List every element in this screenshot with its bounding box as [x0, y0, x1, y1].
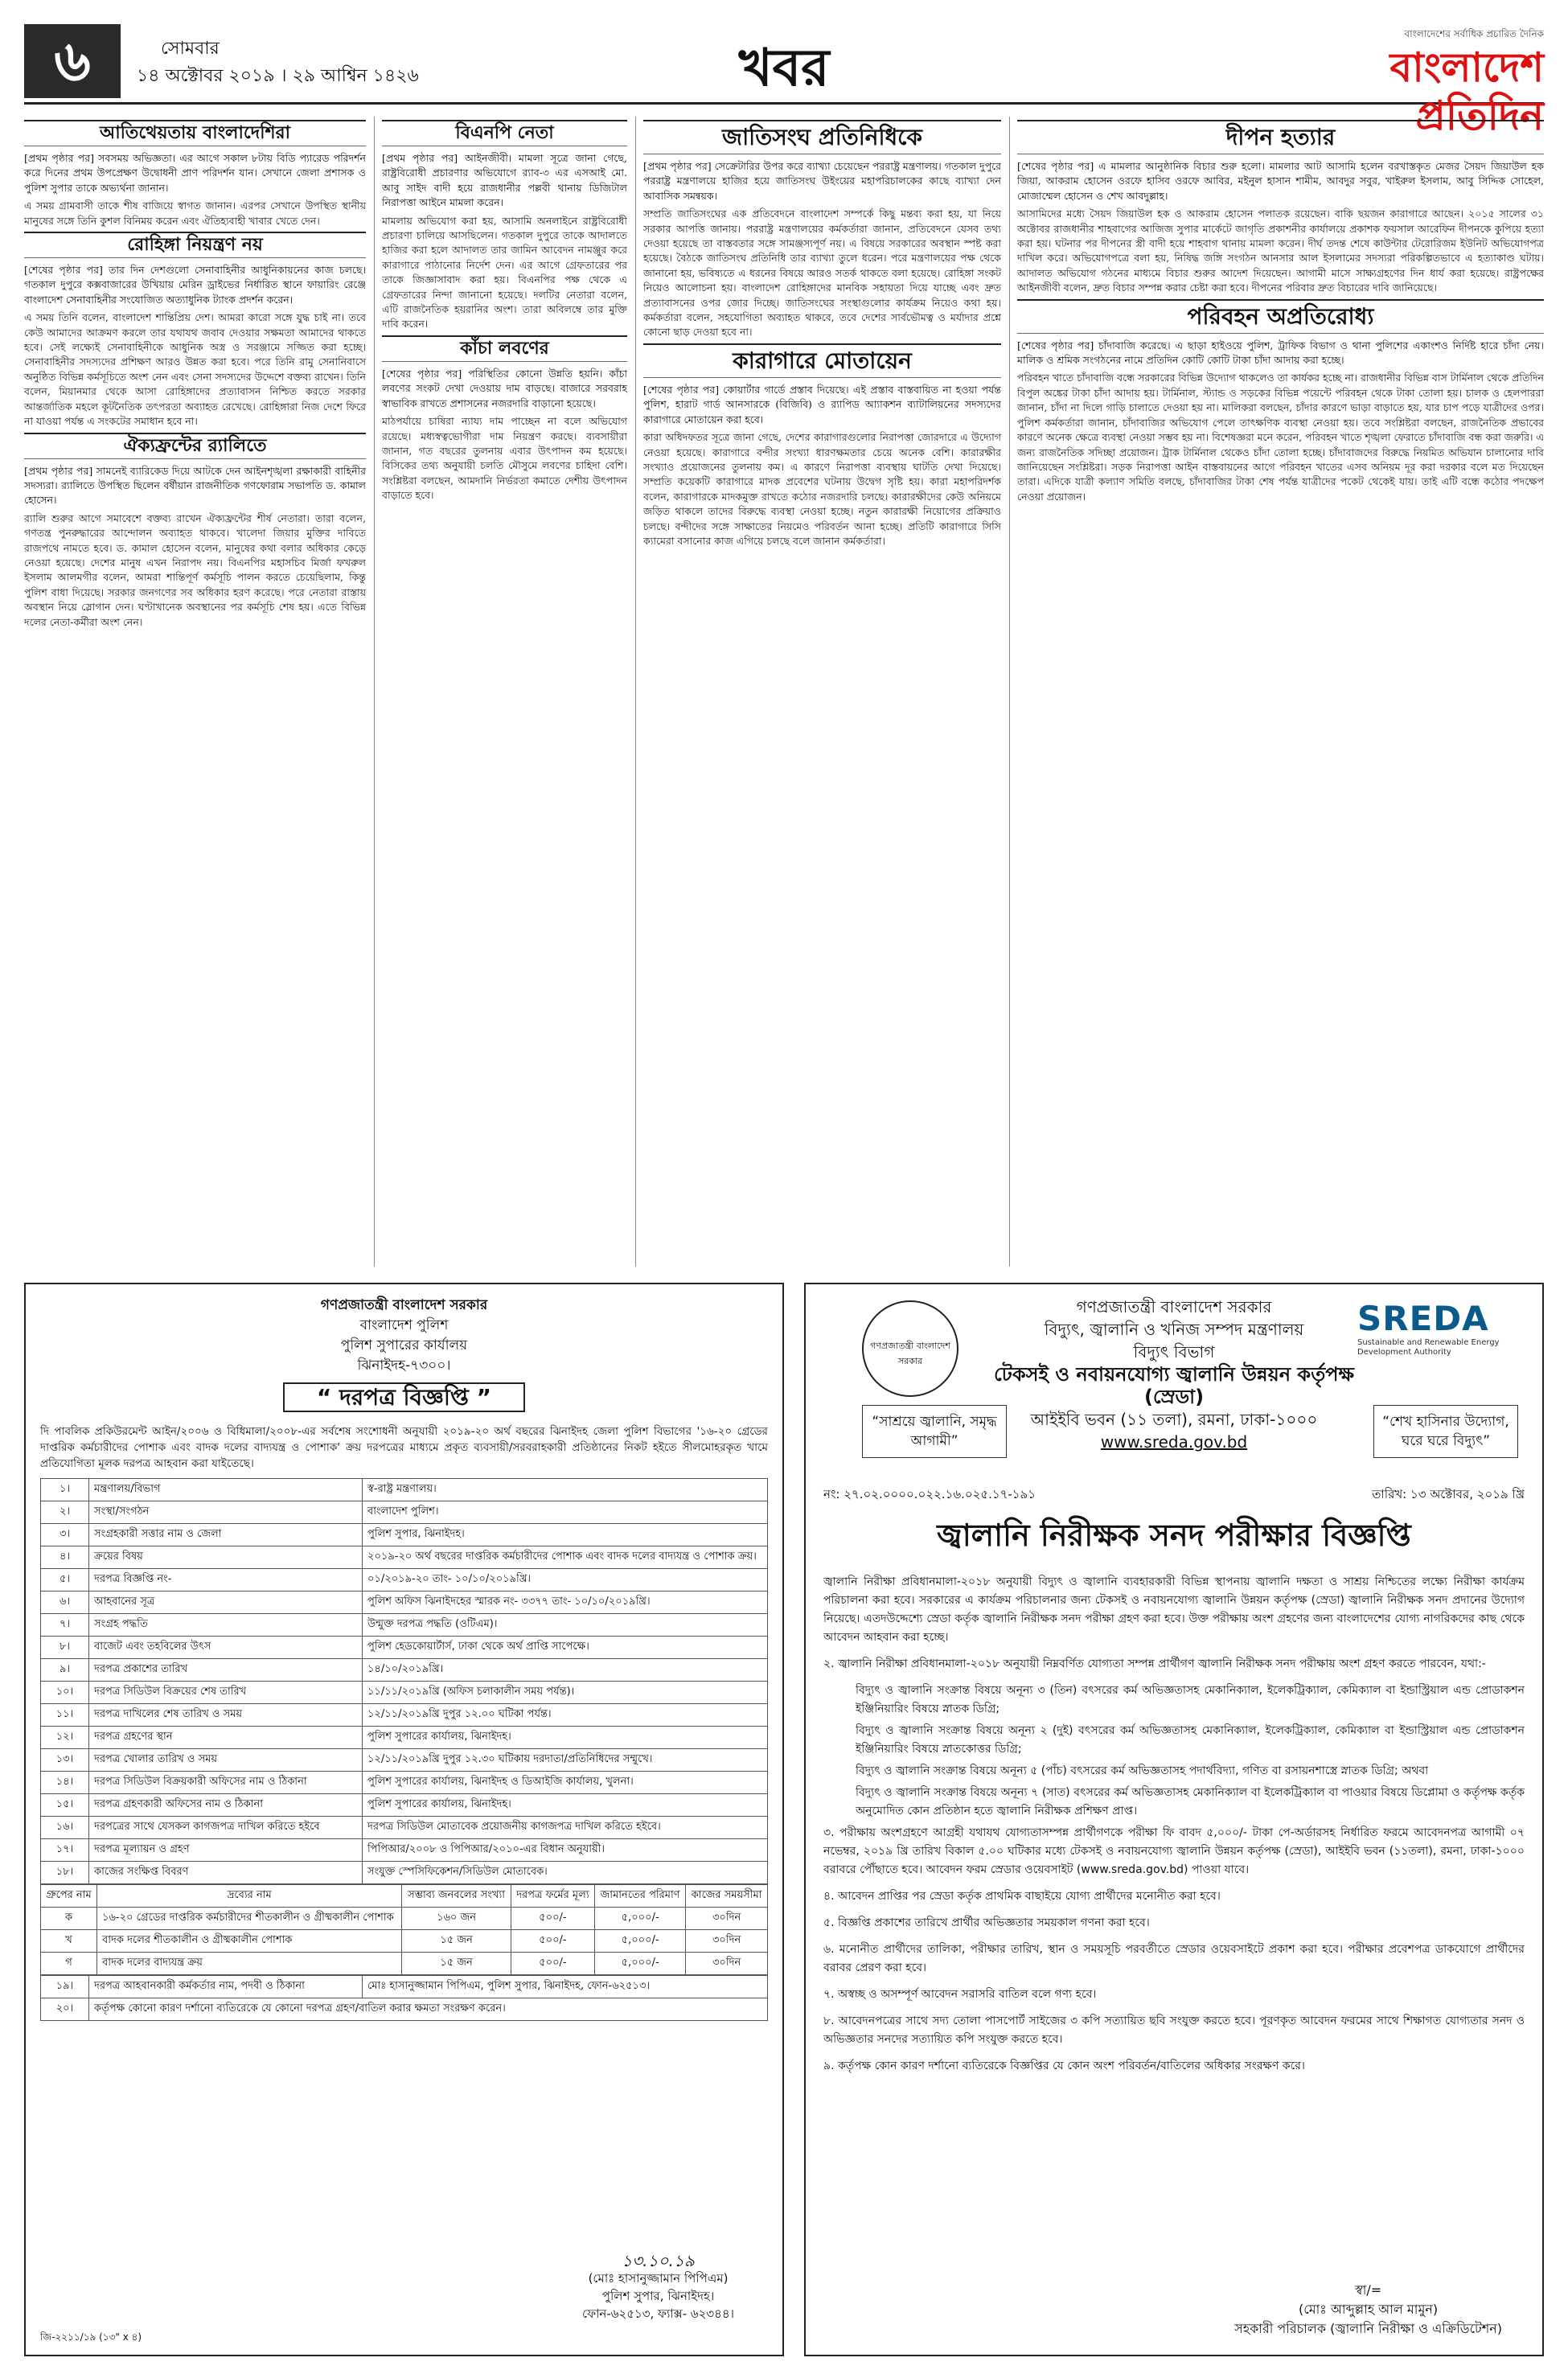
article-body: কারা অধিদফতর সূত্রে জানা গেছে, দেশের কারাগারগুলোর নিরাপত্তা জোরদারে এ উদ্যোগ নেওয়া হয়েছে। কারাগারে বন্দীর সংখ্যা ধারণক্ষমতার চেয়ে অনেক বেশি। কারারক্ষীর সংখ্যাও প্রয়োজনের তুলনায় কম। এ কারণে নিরাপত্তা ব্যবস্থায় ঘাটতি দেখা দিয়েছে। সম্প্রতি কয়েকটি কারাগারে মাদক প্রবেশের ঘটনায় উদ্বেগ সৃষ্টি হয়। কারা মহাপরিদর্শক বলেন, কারাগারকে মাদকমুক্ত রাখতে কঠোর নজরদারি চলছে। কারারক্ষীদের কেউ অনিয়মে জড়িত থাকলে তাদের বিরুদ্ধে ব্যবস্থা নেওয়া হচ্ছে। নতুন কারারক্ষী নিয়োগের প্রক্রিয়াও চলছে। বন্দীদের সঙ্গে সাক্ষাতের নিয়মেও পরিবর্তন আনা হচ্ছে। প্রতিটি কারাগারে সিসি ক্যামেরা বসানোর কাজ এগিয়ে চলছে বলে জানান কর্মকর্তারা।	[643, 431, 1001, 547]
row-value: পুলিশ হেডকোয়ার্টার্স, ঢাকা থেকে অর্থ প্রাপ্তি সাপেক্ষে।	[363, 1637, 768, 1659]
row-number: ৩।	[41, 1524, 89, 1546]
ad-division: বিদ্যুৎ বিভাগ	[1133, 1342, 1215, 1362]
sreda-logo: SREDA Sustainable and Renewable Energy Development Authority	[1357, 1299, 1500, 1357]
article-body: এ সময় গ্রামবাসী তাকে শীষ বাজিয়ে স্বাগত জানান। এরপর সেখানে উপস্থিত স্থানীয় মানুষের সঙ্গে তিনি কুশল বিনিময় করেন এবং ঐতিহ্যবাহী খাবার খেতে দেন।	[24, 199, 366, 227]
dateline	[137, 35, 419, 90]
article-body: র‌্যালি শুরুর আগে সমাবেশে বক্তব্য রাখেন ঐক্যফ্রন্টের শীর্ষ নেতারা। তারা বলেন, গণতন্ত্র পুনরুদ্ধারের আন্দোলন অব্যাহত থাকবে। খালেদা জিয়ার মুক্তির দাবিতে রাজপথে নামতে হবে। ড. কামাল হোসেন বলেন, মানুষের কথা বলার অধিকার কেড়ে নেওয়া হয়েছে। দেশের মানুষ এখন নিরাপদ নয়। বিএনপির মহাসচিব মির্জা ফখরুল ইসলাম আলমগীর বলেন, আমরা শান্তিপূর্ণ কর্মসূচি পালন করতে চেয়েছিলাম, কিন্তু পুলিশ বাধা দিয়েছে। সরকার জনগণের সব অধিকার হরণ করেছে। পরে নেতারা রাস্তায় অবস্থান নিয়ে স্লোগান দেন। ঘণ্টাখানেক অবস্থানের পর কর্মসূচি শেষ হয়। এতে বিভিন্ন দলের নেতা-কর্মীরা অংশ নেন।	[24, 511, 366, 628]
article-lead: [শেষের পৃষ্ঠার পর] কোয়ার্টার গার্ডে প্রস্তাব দিয়েছে। এই প্রস্তাব বাস্তবায়িত না হওয়া পর্যন্ত পুলিশ, হারাট গার্ড আনসারকে (বিজিবি) ও র‌্যাপিড আ্যাকশন ব্যাটালিয়নের সদস্যদের কারাগারে মোতায়েন করা হবে।	[643, 383, 1001, 425]
ad-office-line: পুলিশ সুপারের কার্যালয়	[340, 1337, 468, 1353]
row-value: পুলিশ সুপারের কার্যালয়, ঝিনাইদহ।	[363, 1727, 768, 1749]
column-rule	[374, 117, 375, 1267]
lot-column-header: সম্ভাব্য জনবলের সংখ্যা	[402, 1885, 511, 1908]
row-label: সংগ্রহকারী সত্তার নাম ও জেলা	[89, 1524, 363, 1546]
lot-cell: ৫০০/-	[511, 1908, 594, 1930]
row-value: স্ব-রাষ্ট্র মন্ত্রণালয়।	[363, 1479, 768, 1501]
signature-block	[582, 2252, 734, 2323]
row-value: সংযুক্ত স্পেসিফিকেশন/সিডিউল মোতাবেক।	[363, 1862, 768, 1884]
article-body: মাঠপর্যায়ে চাষিরা ন্যায্য দাম পাচ্ছেন না বলে অভিযোগ রয়েছে। মধ্যস্বত্বভোগীরা দাম নিয়ন্ত্রণ করছে। ব্যবসায়ীরা জানান, গত বছরের তুলনায় এবার উৎপাদন কম হয়েছে। বিসিকের তথ্য অনুযায়ী চলতি মৌসুমে লবণের চাহিদা বেশি। সংশ্লিষ্টরা বলছেন, আমদানি নির্ভরতা কমাতে দেশীয় উৎপাদন বাড়াতে হবে।	[382, 415, 627, 502]
row-number: ১৩।	[41, 1749, 89, 1772]
ad-address-line: ঝিনাইদহ-৭৩০০।	[357, 1357, 451, 1374]
table-row	[41, 1546, 768, 1569]
notice-title: জ্বালানি নিরীক্ষক সনদ পরীক্ষার বিজ্ঞপ্তি	[937, 1518, 1411, 1553]
lot-table	[40, 1884, 768, 1975]
table-row	[41, 1659, 768, 1682]
row-number: ১২।	[41, 1727, 89, 1749]
ad-ministry: বিদ্যুৎ, জ্বালানি ও খনিজ সম্পদ মন্ত্রণালয়	[1044, 1320, 1304, 1339]
headline[interactable]: কারাগারে মোতায়েন	[643, 343, 1001, 378]
notice-paragraph: বিদ্যুৎ ও জ্বালানি সংক্রান্ত বিষয়ে অনূন্য ২ (দুই) বৎসরের কর্ম অভিজ্ঞতাসহ মেকানিক্যাল, ইলেকট্রিক্যাল, কেমিক্যাল বা ইন্ডাস্ট্রিয়াল এন্ড প্রোডাকশন ইঞ্জিনিয়ারিং বিষয়ে স্নাতকোত্তর ডিগ্রি;	[856, 1724, 1525, 1756]
news-column-1	[24, 117, 366, 1267]
row-value: বাংলাদেশ পুলিশ।	[363, 1501, 768, 1524]
news-column-2	[382, 117, 627, 1267]
ad-org-line: বাংলাদেশ পুলিশ	[359, 1317, 449, 1333]
notice-paragraph: ২. জ্বালানি নিরীক্ষা প্রবিধানমালা-২০১৮ অনুযায়ী নিম্নবর্ণিত যোগ্যতা সম্পন্ন প্রার্থীগণ জ্বালানি নিরীক্ষক সনদ পরীক্ষায় অংশ গ্রহণ করতে পারবেন, যথা:-	[823, 1657, 1486, 1670]
headline[interactable]: ঐক্যফ্রন্টের র‌্যালিতে	[24, 433, 366, 459]
table-row	[41, 1817, 768, 1839]
row-value: ১১/১১/২০১৯খ্রি (অফিস চলাকালীন সময় পর্যন্ত)।	[363, 1682, 768, 1704]
row-label: দরপত্র বিজ্ঞপ্তি নং-	[89, 1569, 363, 1592]
tender-title: “ দরপত্র বিজ্ঞপ্তি ”	[283, 1382, 525, 1412]
row-value: পিপিআর/২০০৮ ও পিপিআর/২০১০-এর বিধান অনুযায়ী।	[363, 1839, 768, 1862]
memo-line	[823, 1485, 1525, 1505]
notice-paragraph: ৪. আবেদন প্রাপ্তির পর স্রেডা কর্তৃক প্রাথমিক বাছাইয়ে যোগ্য প্রার্থীদের মনোনীত করা হবে।	[823, 1890, 1221, 1903]
row-number: ১৫।	[41, 1794, 89, 1817]
lot-cell: ১৫ জন	[402, 1953, 511, 1975]
news-column-3	[643, 117, 1001, 1267]
ad-website-link[interactable]: www.sreda.gov.bd	[1100, 1432, 1248, 1452]
row-number: ১০।	[41, 1682, 89, 1704]
table-row: ২০। কর্তৃপক্ষ কোনো কারণ দর্শানো ব্যতিরেকে যে কোনো দরপত্র গ্রহণ/বাতিল করার ক্ষমতা সংরক্ষণ করেন।	[41, 1998, 768, 2021]
date: ১৪ অক্টোবর ২০১৯ । ২৯ আশ্বিন ১৪২৬	[137, 66, 419, 86]
row-value: পুলিশ সুপারের কার্যালয়, ঝিনাইদহ।	[363, 1794, 768, 1817]
row-number: ১১।	[41, 1704, 89, 1727]
article-lead: [প্রথম পৃষ্ঠার পর] সামনেই ব্যারিকেড দিয়ে আটকে দেন আইনশৃঙ্খলা রক্ষাকারী বাহিনীর সদস্যরা। র‌্যালিতে উপস্থিত ছিলেন বর্ষীয়ান রাজনীতিক গণফোরাম সভাপতি ড. কামাল হোসেন।	[24, 464, 366, 507]
row-number: ১৬।	[41, 1817, 89, 1839]
row-number: ১৮।	[41, 1862, 89, 1884]
lot-column-header: গ্রুপের নাম	[41, 1885, 97, 1908]
tender-notice-ad	[24, 1283, 784, 2356]
row-value: ২০১৯-২০ অর্থ বছরের দাপ্তরিক কর্মচারীদের পোশাক এবং বাদক দলের বাদ্যযন্ত্র ও পোশাক ক্রয়।	[363, 1546, 768, 1569]
memo-date: তারিখ: ১৩ অক্টোবর, ২০১৯ খ্রি	[1372, 1487, 1525, 1501]
government-seal-icon: গণপ্রজাতন্ত্রী বাংলাদেশ সরকার	[862, 1300, 958, 1397]
headline[interactable]: দীপন হত্যার	[1017, 120, 1544, 154]
signature-date: ১৩.১০.১৯	[622, 2251, 695, 2270]
lot-column-header: জামানতের পরিমাণ	[595, 1885, 686, 1908]
row-label: বাজেট এবং তহবিলের উৎস	[89, 1637, 363, 1659]
notice-paragraph: ৯. কর্তৃপক্ষ কোন কারণ দর্শানো ব্যতিরেকে বিজ্ঞপ্তির যে কোন অংশ পরিবর্তন/বাতিলের অধিকার সংরক্ষণ করে।	[823, 2060, 1305, 2072]
headline[interactable]: কাঁচা লবণের	[382, 335, 627, 362]
row-value: ১৪/১০/২০১৯খ্রি।	[363, 1659, 768, 1682]
row-value: পুলিশ সুপার, ঝিনাইদহ।	[363, 1524, 768, 1546]
lot-cell: ৫,০০০/-	[595, 1908, 686, 1930]
row-label: মন্ত্রণালয়/বিভাগ	[89, 1479, 363, 1501]
row-number: ৮।	[41, 1637, 89, 1659]
row-value: ০১/২০১৯-২০ তাং- ১০/১০/২০১৯খ্রি।	[363, 1569, 768, 1592]
masthead-tagline: বাংলাদেশের সর্বাধিক প্রচারিত দৈনিক	[1404, 28, 1544, 39]
row-value: দরপত্র সিডিউল মোতাবেক প্রয়োজনীয় কাগজপত্র দাখিল করিতে হইবে।	[363, 1817, 768, 1839]
article-body: পরিবহন খাতে চাঁদাবাজি বন্ধে সরকারের বিভিন্ন উদ্যোগ থাকলেও তা কার্যকর হচ্ছে না। রাজধানীর বিভিন্ন বাস টার্মিনাল থেকে প্রতিদিন বিপুল অঙ্কের টাকা চাঁদা আদায় হয়। টার্মিনাল, স্ট্যান্ড ও সড়কের বিভিন্ন পয়েন্টে পরিবহন থেকে টাকা তোলা হয়। চালক ও হেলপাররা জানান, চাঁদা না দিলে গাড়ি চালাতে দেওয়া হয় না। মালিকরা বলছেন, চাঁদার কারণে ভাড়া বাড়াতে হয়, যার চাপ পড়ে যাত্রীদের ওপর। পুলিশ কর্মকর্তারা জানান, চাঁদাবাজির অভিযোগ পেলে তাৎক্ষণিক ব্যবস্থা নেওয়া হয়। তবে সংশ্লিষ্টরা বলছেন, রাজনৈতিক প্রভাবের কারণে অনেক ক্ষেত্রে ব্যবস্থা নেওয়া সম্ভব হয় না। বিশেষজ্ঞরা মনে করেন, পরিবহন খাতে শৃঙ্খলা ফেরাতে চাঁদাবাজি বন্ধ করা জরুরি। এ জন্য রাজনৈতিক সদিচ্ছা প্রয়োজন। ট্রাক টার্মিনাল থেকেও চাঁদা তোলা হচ্ছে। চাঁদাবাজদের বিরুদ্ধে নিয়মিত অভিযান চালানোর দাবি জানিয়েছেন সংশ্লিষ্টরা। সড়ক নিরাপত্তা আইন বাস্তবায়নের আগে পরিবহন খাতের এসব অনিয়ম দূর করা দরকার বলে মত দিয়েছেন তারা। এদিকে যাত্রী কল্যাণ সমিতি বলছে, চাঁদাবাজির টাকা শেষ পর্যন্ত যাত্রীদের পকেট থেকেই যায়। তাই এটি বন্ধে কঠোর পদক্ষেপ নেওয়া প্রয়োজন।	[1017, 372, 1544, 503]
lot-cell: গ	[41, 1953, 97, 1975]
article-lead: [প্রথম পৃষ্ঠার পর] আইনজীবী। মামলা সূত্রে জানা গেছে, রাষ্ট্রবিরোধী প্রচারণার অভিযোগে র‌্যাব-৩ এর এসআই মো. আবু সাইদ বাদী হয়ে রাজধানীর পল্লবী থানায় ডিজিটাল নিরাপত্তা আইনে মামলা করেন।	[382, 152, 627, 209]
notice-paragraph: বিদ্যুৎ ও জ্বালানি সংক্রান্ত বিষয়ে অনূন্য ৩ (তিন) বৎসরের কর্ম অভিজ্ঞতাসহ মেকানিক্যাল, ইলেকট্রিক্যাল, কেমিক্যাল বা ইন্ডাস্ট্রিয়াল এন্ড প্রোডাকশন ইঞ্জিনিয়ারিং বিষয়ে স্নাতক ডিগ্রি;	[856, 1684, 1525, 1715]
row-value: উন্মুক্ত দরপত্র পদ্ধতি (ওটিএম)।	[363, 1614, 768, 1637]
headline[interactable]: বিএনপি নেতা	[382, 120, 627, 146]
article-lead: [শেষের পৃষ্ঠার পর] চাঁদাবাজি করেছে। এ ছাড়া হাইওয়ে পুলিশ, ট্রাফিক বিভাগ ও থানা পুলিশের একাংশও নির্দিষ্ট হারে চাঁদা নেয়। মালিক ও শ্রমিক সংগঠনের নামে প্রতিদিন কোটি কোটি টাকা চাঁদা আদায় করা হচ্ছে।	[1017, 339, 1544, 367]
ad-agency: টেকসই ও নবায়নযোগ্য জ্বালানি উন্নয়ন কর্তৃপক্ষ (স্রেডা)	[994, 1363, 1354, 1408]
lot-cell: ক	[41, 1908, 97, 1930]
row-value: পুলিশ সুপারের কার্যালয়, ঝিনাইদহ ও ডিআইজি কার্যালয়, খুলনা।	[363, 1772, 768, 1794]
notice-paragraph: বিদ্যুৎ ও জ্বালানি সংক্রান্ত বিষয়ে অনূন্য ৭ (সাত) বৎসরের কর্ম অভিজ্ঞতাসহ মেকানিক্যাল বা ইলেকট্রিক্যাল বা পাওয়ার বিষয়ে ডিপ্লোমা ও কর্তৃপক্ষ কর্তৃক অনুমোদিত কোন প্রতিষ্ঠান হতে জ্বালানি নিরীক্ষক প্রশিক্ষণ প্রাপ্ত।	[856, 1786, 1525, 1817]
lot-cell: ১৬-২০ গ্রেডের দাপ্তরিক কর্মচারীদের শীতকালীন ও গ্রীষ্মকালীন পোশাক	[97, 1908, 402, 1930]
column-rule	[635, 117, 636, 1267]
row-number: ২।	[41, 1501, 89, 1524]
table-row	[41, 1839, 768, 1862]
lot-cell: ১৬০ জন	[402, 1908, 511, 1930]
masthead[interactable]	[1270, 27, 1544, 139]
table-row	[41, 1704, 768, 1727]
headline[interactable]: জাতিসংঘ প্রতিনিধিকে	[643, 120, 1001, 154]
notice-paragraph: ৫. বিজ্ঞপ্তি প্রকাশের তারিখে প্রার্থীর অভিজ্ঞতার সময়কাল গণনা করা হবে।	[823, 1916, 1150, 1929]
weekday: সোমবার	[161, 39, 220, 59]
table-row	[41, 1772, 768, 1794]
headline[interactable]: আতিথেয়তায় বাংলাদেশিরা	[24, 120, 366, 146]
row-number: ৯।	[41, 1659, 89, 1682]
page-number: ৬	[24, 24, 121, 98]
table-row	[41, 1682, 768, 1704]
notice-paragraph: জ্বালানি নিরীক্ষা প্রবিধানমালা-২০১৮ অনুযায়ী বিদ্যুৎ ও জ্বালানি ব্যবহারকারী বিভিন্ন স্থাপনায় জ্বালানি দক্ষতা ও সাশ্রয় নিশ্চিতের লক্ষ্যে নিরীক্ষা কার্যক্রম পরিচালনা করা হবে। সরকারের এ কার্যক্রম পরিচালনার জন্য টেকসই ও নবায়নযোগ্য জ্বালানি উন্নয়ন কর্তৃপক্ষ (স্রেডা) জ্বালানি নিরীক্ষক সনদ প্রদানের উদ্যোগ নিয়েছে। এতদউদ্দেশ্যে স্রেডা কর্তৃক জ্বালানি নিরীক্ষক সনদ পরীক্ষা গ্রহণ করা হবে। উক্ত পরীক্ষায় অংশ গ্রহণের জন্য বাংলাদেশের যোগ্য নাগরিকদের কাছ থেকে আবেদন আহবান করা হচ্ছে।	[823, 1575, 1525, 1644]
lot-cell: ৫০০/-	[511, 1953, 594, 1975]
notice-paragraph: ৭. অস্বচ্ছ ও অসম্পূর্ণ আবেদন সরাসরি বাতিল বলে গণ্য হবে।	[823, 1988, 1097, 2001]
row-label: দরপত্রের সাথে যেসকল কাগজপত্র দাখিল করিতে হইবে	[89, 1817, 363, 1839]
ad-gov-line: গণপ্রজাতন্ত্রী বাংলাদেশ সরকার	[320, 1297, 488, 1313]
article-lead: [শেষের পৃষ্ঠার পর] তার দিন দেশগুলো সেনাবাহিনীর আধুনিকায়নের কাজ চলছে। গতকাল দুপুরে কক্সবাজারের উখিয়ায় মেরিন ড্রাইভের নির্ধারিত স্থানে ফায়ারিং রেঞ্জে বাংলাদেশ সেনাবাহিনীর সংযোজিত অত্যাধুনিক ট্যাংক প্রদর্শন করেন।	[24, 264, 366, 306]
ad-address: আইইবি ভবন (১১ তলা), রমনা, ঢাকা-১০০০	[1030, 1410, 1318, 1429]
row-number: ৪।	[41, 1546, 89, 1569]
sreda-notice-ad	[804, 1283, 1544, 2356]
signer-name: (মোঃ হাসানুজ্জামান পিপিএম)	[588, 2271, 729, 2286]
row-number: ১।	[41, 1479, 89, 1501]
row-value: ১২/১১/২০১৯খ্রি দুপুর ১২.০০ ঘটিকা পর্যন্ত।	[363, 1704, 768, 1727]
table-row	[41, 1749, 768, 1772]
lot-row	[41, 1930, 768, 1953]
row-label: সংগ্রহ পদ্ধতি	[89, 1614, 363, 1637]
lot-column-header: দরপত্র ফর্মের মূল্য	[511, 1885, 594, 1908]
ad-gov: গণপ্রজাতন্ত্রী বাংলাদেশ সরকার	[1076, 1297, 1272, 1316]
signature: স্বা/=	[1354, 2282, 1382, 2298]
lot-cell: ৩০দিন	[686, 1953, 768, 1975]
lot-cell: ৩০দিন	[686, 1908, 768, 1930]
row-number: ৭।	[41, 1614, 89, 1637]
lot-column-header: কাজের সময়সীমা	[686, 1885, 768, 1908]
table-row: ১৯। দরপত্র আহবানকারী কর্মকর্তার নাম, পদবী ও ঠিকানা মোঃ হাসানুজ্জামান পিপিএম, পুলিশ সুপার, ঝিনাইদহ, ফোন-৬২৫১৩।	[41, 1976, 768, 1998]
lot-column-header: দ্রব্যের নাম	[97, 1885, 402, 1908]
lot-cell: বাদক দলের বাদ্যযন্ত্র ক্রয়	[97, 1953, 402, 1975]
signature-block	[1234, 2281, 1502, 2339]
table-row	[41, 1592, 768, 1614]
headline[interactable]: রোহিঙ্গা নিয়ন্ত্রণ নয়	[24, 232, 366, 258]
notice-paragraph: ৬. মনোনীত প্রার্থীদের তালিকা, পরীক্ষার তারিখ, স্থান ও সময়সূচি পরবর্তীতে স্রেডার ওয়েবসাইটে প্রকাশ করা হবে। পরীক্ষার প্রবেশপত্র ডাকযোগে প্রার্থীদের বরাবর প্রেরণ করা হবে।	[823, 1943, 1525, 1974]
row-value: ১২/১১/২০১৯খ্রি দুপুর ১২.৩০ ঘটিকায় দরদাতা/প্রতিনিধিদের সম্মুখে।	[363, 1749, 768, 1772]
notice-body	[823, 1573, 1525, 2076]
lot-cell: ৫,০০০/-	[595, 1930, 686, 1953]
signer-title: পুলিশ সুপার, ঝিনাইদহ।	[601, 2289, 715, 2303]
article-lead: [শেষের পৃষ্ঠার পর] পরিস্থিতির কোনো উন্নতি হয়নি। কাঁচা লবণের সংকট দেখা দেওয়ায় দাম বাড়ছে। বাজারে সরবরাহ স্বাভাবিক রাখতে প্রশাসনের নজরদারি বাড়ানো হয়েছে।	[382, 367, 627, 409]
lot-cell: ৩০দিন	[686, 1930, 768, 1953]
article-body: এ সময় তিনি বলেন, বাংলাদেশ শান্তিপ্রিয় দেশ। আমরা কারো সঙ্গে যুদ্ধ চাই না। তবে কেউ আমাদের আক্রমণ করলে তার যথাযথ জবাব দেওয়ার সক্ষমতা আমাদের থাকতে হবে। সেই লক্ষ্যেই সেনাবাহিনীকে আধুনিক অস্ত্র ও সরঞ্জামে সজ্জিত করা হচ্ছে। সেনাবাহিনীর সদস্যদের প্রশিক্ষণ আরও উন্নত করা হবে। পরে তিনি রামু সেনানিবাসে অনুষ্ঠিত বিভিন্ন কর্মসূচিতে অংশ নেন এবং সেনা সদস্যদের উদ্দেশে বক্তব্য রাখেন। তিনি বলেন, মিয়ানমার থেকে আসা রোহিঙ্গাদের প্রত্যাবাসন নিশ্চিত করতে সরকার আন্তর্জাতিক মহলে কূটনৈতিক তৎপরতা অব্যাহত রেখেছে। রোহিঙ্গারা নিজ দেশে ফিরে না যাওয়া পর্যন্ত এ সংকটের সমাধান হবে না।	[24, 311, 366, 428]
row-label: কাজের সংক্ষিপ্ত বিবরণ	[89, 1862, 363, 1884]
column-rule	[1009, 117, 1010, 1267]
signer-name: (মোঃ আব্দুল্লাহ আল মামুন)	[1298, 2302, 1439, 2317]
article-body: মামলায় অভিযোগ করা হয়, আসামি অনলাইনে রাষ্ট্রবিরোধী প্রচারণা চালিয়ে আসছিলেন। গতকাল দুপুরে তাকে আদালতে হাজির করা হলে আদালত তার জামিন আবেদন নামঞ্জুর করে কারাগারে পাঠানোর নির্দেশ দেন। এর আগে গ্রেফতারের পর তাকে জিজ্ঞাসাবাদ করা হয়। বিএনপির পক্ষ থেকে এ গ্রেফতারের নিন্দা জানানো হয়েছে। দলটির নেতারা বলেন, এটি রাজনৈতিক হয়রানির অংশ। তারা অবিলম্বে তার মুক্তি দাবি করেন।	[382, 214, 627, 331]
tender-table-tail	[40, 1975, 768, 2021]
notice-paragraph: বিদ্যুৎ ও জ্বালানি সংক্রান্ত বিষয়ে অনূন্য ৫ (পাঁচ) বৎসরের কর্ম অভিজ্ঞতাসহ পদার্থবিদ্যা, গণিত বা রসায়নশাস্ত্রে স্নাতক ডিগ্রি; অথবা	[856, 1764, 1429, 1777]
row-label: দরপত্র সিডিউল বিক্রয়কারী অফিসের নাম ও ঠিকানা	[89, 1772, 363, 1794]
row-label: দরপত্র সিডিউল বিক্রয়ের শেষ তারিখ	[89, 1682, 363, 1704]
row-number: ৬।	[41, 1592, 89, 1614]
row-label: দরপত্র মূল্যায়ন ও গ্রহণ	[89, 1839, 363, 1862]
row-value: পুলিশ অফিস ঝিনাইদহের স্মারক নং- ৩৩৭৭ তাং- ১০/১০/২০১৯খ্রি।	[363, 1592, 768, 1614]
row-number: ১৪।	[41, 1772, 89, 1794]
table-row	[41, 1569, 768, 1592]
row-label: ক্রয়ের বিষয়	[89, 1546, 363, 1569]
lot-row	[41, 1953, 768, 1975]
tender-intro: দি পাবলিক প্রকিউরমেন্ট আইন/২০০৬ ও বিধিমালা/২০০৮-এর সর্বশেষ সংশোধনী অনুযায়ী ২০১৯-২০ অর্থ বছরের ঝিনাইদহ জেলা পুলিশ বিভাগের '১৬-২০ গ্রেডের দাপ্তরিক কর্মচারীদের পোশাক এবং বাদক দলের বাদ্যযন্ত্র ও পোশাক' ক্রয় দরপত্রের মাধ্যমে প্রকৃত ব্যবসায়ী/সরবরাহকারী প্রতিষ্ঠানের নিকট হইতে সীলমোহরকৃত খামে প্রতিযোগিতা মূলক দরপত্র আহবান করা যাইতেছে।	[40, 1425, 768, 1470]
tender-table	[40, 1478, 768, 1884]
slogan-right: “শেখ হাসিনার উদ্যোগ, ঘরে ঘরে বিদ্যুৎ”	[1373, 1405, 1518, 1458]
article-lead: [শেষের পৃষ্ঠার পর] এ মামলার আনুষ্ঠানিক বিচার শুরু হলো। মামলার আট আসামি হলেন বরখাস্তকৃত মেজর সৈয়দ জিয়াউল হক জিয়া, আকরাম হোসেন ওরফে হাসিব ওরফে আবির, মইনুল হাসান শামীম, আবদুর সবুর, খাইরুল ইসলাম, আবু সিদ্দিক সোহেল, মোজাম্মেল হোসেন ও শেখ আবদুল্লাহ।	[1017, 160, 1544, 202]
row-label: আহবানের সূত্র	[89, 1592, 363, 1614]
notice-paragraph: ৮. আবেদনপত্রের সাথে সদ্য তোলা পাসপোর্ট সাইজের ৩ কপি সত্যায়িত ছবি সংযুক্ত করতে হবে। পূরণকৃত আবেদন ফরমের সাথে শিক্ষাগত যোগ্যতার সনদ ও অভিজ্ঞতার সনদের সত্যায়িত কপি সংযুক্ত করতে হবে।	[823, 2015, 1525, 2046]
slogan-left: “সাশ্রয়ে জ্বালানি, সমৃদ্ধ আগামী”	[862, 1405, 1007, 1458]
table-row	[41, 1479, 768, 1501]
notice-paragraph: ৩. পরীক্ষায় অংশগ্রহণে আগ্রহী যথাযথ যোগ্যতাসম্পন্ন প্রার্থীগণকে পরীক্ষা ফি বাবদ ৫,০০০/- টাকা পে-অর্ডারসহ নির্ধারিত ফরমে আবেদনপত্র আগামী ০৭ নভেম্বর, ২০১৯ খ্রি তারিখ বিকাল ৫.০০ ঘটিকার মধ্যে টেকসই ও নবায়নযোগ্য জ্বালানি উন্নয়ন কর্তৃপক্ষ (স্রেডা), আইইবি ভবন (১১তলা), রমনা, ঢাকা-১০০০ বরাবরে পৌঁছাতে হবে। আবেদন ফরম স্রেডার ওয়েবসাইট (www.sreda.gov.bd) পাওয়া যাবে।	[823, 1826, 1525, 1876]
lot-cell: বাদক দলের শীতকালীন ও গ্রীষ্মকালীন পোশাক	[97, 1930, 402, 1953]
signer-title: সহকারী পরিচালক (জ্বালানি নিরীক্ষা ও এক্রিডিটেশন)	[1234, 2321, 1502, 2336]
section-title: খবর	[738, 39, 830, 98]
lot-cell: ১৫ জন	[402, 1930, 511, 1953]
headline[interactable]: পরিবহন অপ্রতিরোধ্য	[1017, 299, 1544, 334]
row-label: দরপত্র দাখিলের শেষ তারিখ ও সময়	[89, 1704, 363, 1727]
table-row	[41, 1501, 768, 1524]
article-body: সম্প্রতি জাতিসংঘের এক প্রতিবেদনে বাংলাদেশ সম্পর্কে কিছু মন্তব্য করা হয়, যা নিয়ে সরকার আপত্তি জানায়। পররাষ্ট্র মন্ত্রণালয়ের কর্মকর্তারা জানান, প্রতিবেদনে যেসব তথ্য দেওয়া হয়েছে তা বাস্তবতার সঙ্গে সামঞ্জস্যপূর্ণ নয়। এ বিষয়ে সরকারের অবস্থান স্পষ্ট করা হয়েছে। বৈঠকে জাতিসংঘ প্রতিনিধি তার ব্যাখ্যা তুলে ধরেন। পরে মন্ত্রণালয়ের পক্ষ থেকে জানানো হয়, ভবিষ্যতে এ ধরনের বিষয়ে আরও সতর্ক থাকতে বলা হয়েছে। রোহিঙ্গা সংকট নিয়েও আলোচনা হয়। বাংলাদেশ রোহিঙ্গাদের মানবিক সহায়তা দিয়ে যাচ্ছে এবং দ্রুত প্রত্যাবাসনের ওপর জোর দিচ্ছে। জাতিসংঘের সংস্থাগুলোর কার্যক্রম নিয়েও কথা হয়। কর্মকর্তারা বলেন, সহযোগিতা অব্যাহত থাকবে, তবে দেশের সার্বভৌমত্ব ও মর্যাদার প্রশ্নে কোনো ছাড় দেওয়া হবে না।	[643, 207, 1001, 339]
row-number: ১৭।	[41, 1839, 89, 1862]
masthead-logo: বাংলাদেশ প্রতিদিন	[1389, 44, 1544, 139]
article-lead: [প্রথম পৃষ্ঠার পর] সবসময় অভিজ্ঞতা। এর আগে সকাল ৮টায় বিডি প্যারেড পরিদর্শন করে দিনের প্রথম উপপ্রেক্ষণ উদ্বোধনী প্রাণ পরিদর্শন যান। সেখানে জেলা প্রশাসক ও পুলিশ সুপার তাকে অভ্যর্থনা জানান।	[24, 152, 366, 194]
table-row	[41, 1614, 768, 1637]
lot-cell: খ	[41, 1930, 97, 1953]
lot-cell: ৫,০০০/-	[595, 1953, 686, 1975]
lot-row	[41, 1908, 768, 1930]
table-row	[41, 1794, 768, 1817]
row-label: দরপত্র গ্রহণের স্থান	[89, 1727, 363, 1749]
row-number: ৫।	[41, 1569, 89, 1592]
table-row	[41, 1637, 768, 1659]
table-row	[41, 1727, 768, 1749]
lot-cell: ৫০০/-	[511, 1930, 594, 1953]
table-row	[41, 1862, 768, 1884]
row-label: দরপত্র গ্রহণকারী অফিসের নাম ও ঠিকানা	[89, 1794, 363, 1817]
memo-number: নং: ২৭.০২.০০০০.০২২.১৬.০২৫.১৭-১৯১	[823, 1487, 1036, 1501]
row-label: দরপত্র খোলার তারিখ ও সময়	[89, 1749, 363, 1772]
table-row	[41, 1524, 768, 1546]
news-column-4	[1017, 117, 1544, 1267]
row-label: দরপত্র প্রকাশের তারিখ	[89, 1659, 363, 1682]
signer-phone: ফোন-৬২৫১৩, ফ্যাক্স- ৬২৩৪৪।	[582, 2306, 734, 2321]
ad-reference: জি-২২১১/১৯ (১৩" x ৪)	[40, 2331, 142, 2343]
article-body: আসামিদের মধ্যে সৈয়দ জিয়াউল হক ও আকরাম হোসেন পলাতক রয়েছেন। বাকি ছয়জন কারাগারে আছেন। ২০১৫ সালের ৩১ অক্টোবর রাজধানীর শাহবাগের আজিজ সুপার মার্কেটে জাগৃতি প্রকাশনীর কার্যালয়ে প্রকাশক ফয়সাল আরেফিন দীপনকে কুপিয়ে হত্যা করা হয়। ঘটনার পর দীপনের স্ত্রী বাদী হয়ে শাহবাগ থানায় মামলা করেন। দীর্ঘ তদন্ত শেষে কাউন্টার টেরোরিজম ইউনিট অভিযোগপত্র দাখিল করে। অভিযোগপত্রে বলা হয়, নিষিদ্ধ জঙ্গি সংগঠন আনসার আল ইসলামের সদস্যরা পরিকল্পিতভাবে এ হত্যাকাণ্ড ঘটায়। আদালত অভিযোগ গঠনের মাধ্যমে বিচার শুরুর আদেশ দিয়েছেন। আগামী মাসে সাক্ষ্যগ্রহণের দিন ধার্য করা হয়েছে। রাষ্ট্রপক্ষের আইনজীবী বলেন, দ্রুত বিচার সম্পন্ন করার চেষ্টা করা হবে। দীপনের পরিবার দ্রুত বিচারের দাবি জানিয়েছে।	[1017, 207, 1544, 294]
article-lead: [প্রথম পৃষ্ঠার পর] সেক্রেটারির উপর করে ব্যাখ্যা চেয়েছেন পররাষ্ট্র মন্ত্রণালয়। গতকাল দুপুরে পররাষ্ট্র মন্ত্রণালয়ে হাজির হয়ে জাতিসংঘ উইংয়ের মহাপরিচালকের কাছে ব্যাখ্যা দেন আবাসিক সমন্বয়ক।	[643, 160, 1001, 202]
row-label: সংস্থা/সংগঠন	[89, 1501, 363, 1524]
